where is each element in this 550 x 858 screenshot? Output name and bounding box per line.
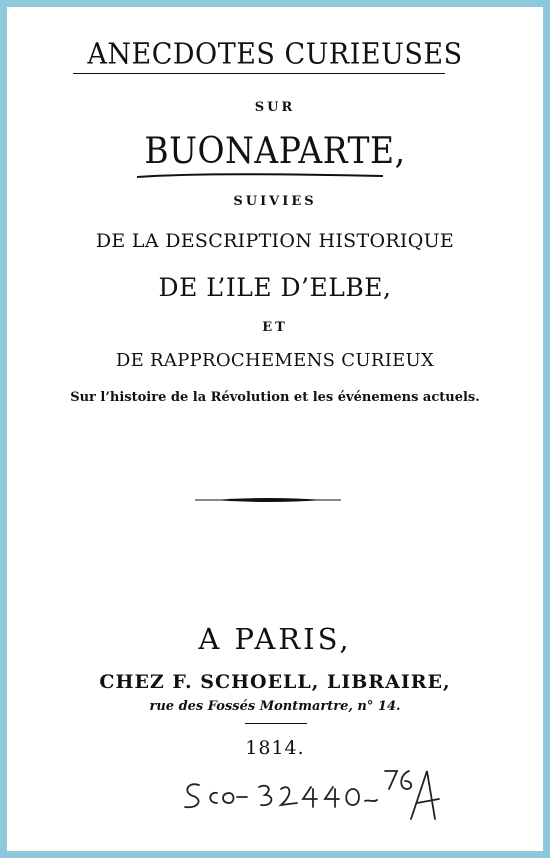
- word-et: ET: [262, 320, 288, 335]
- subtitle-line: Sur l’histoire de la Révolution et les événemens actuels.: [70, 390, 480, 405]
- description-line: DE LA DESCRIPTION HISTORIQUE: [95, 230, 455, 252]
- word-suivies: SUIVIES: [233, 194, 317, 209]
- book-title: ANECDOTES CURIEUSES: [87, 37, 463, 72]
- year-rule: [245, 723, 307, 724]
- ornamental-rule: [193, 495, 343, 505]
- word-sur: SUR: [254, 100, 296, 115]
- publisher-line: CHEZ F. SCHOELL, LIBRAIRE,: [99, 671, 451, 693]
- handwritten-shelfmark: [177, 763, 477, 833]
- title-page: [7, 7, 543, 851]
- imprint-place: A PARIS,: [198, 622, 352, 656]
- subject-name: BUONAPARTE,: [144, 129, 406, 172]
- rapprochemens-line: DE RAPPROCHEMENS CURIEUX: [115, 350, 435, 371]
- island-line: DE L’ILE D’ELBE,: [158, 273, 392, 302]
- subject-underline: [135, 171, 385, 181]
- address-line: rue des Fossés Montmartre, n° 14.: [149, 699, 401, 714]
- title-underline: [73, 73, 445, 74]
- publication-year: 1814.: [245, 737, 305, 759]
